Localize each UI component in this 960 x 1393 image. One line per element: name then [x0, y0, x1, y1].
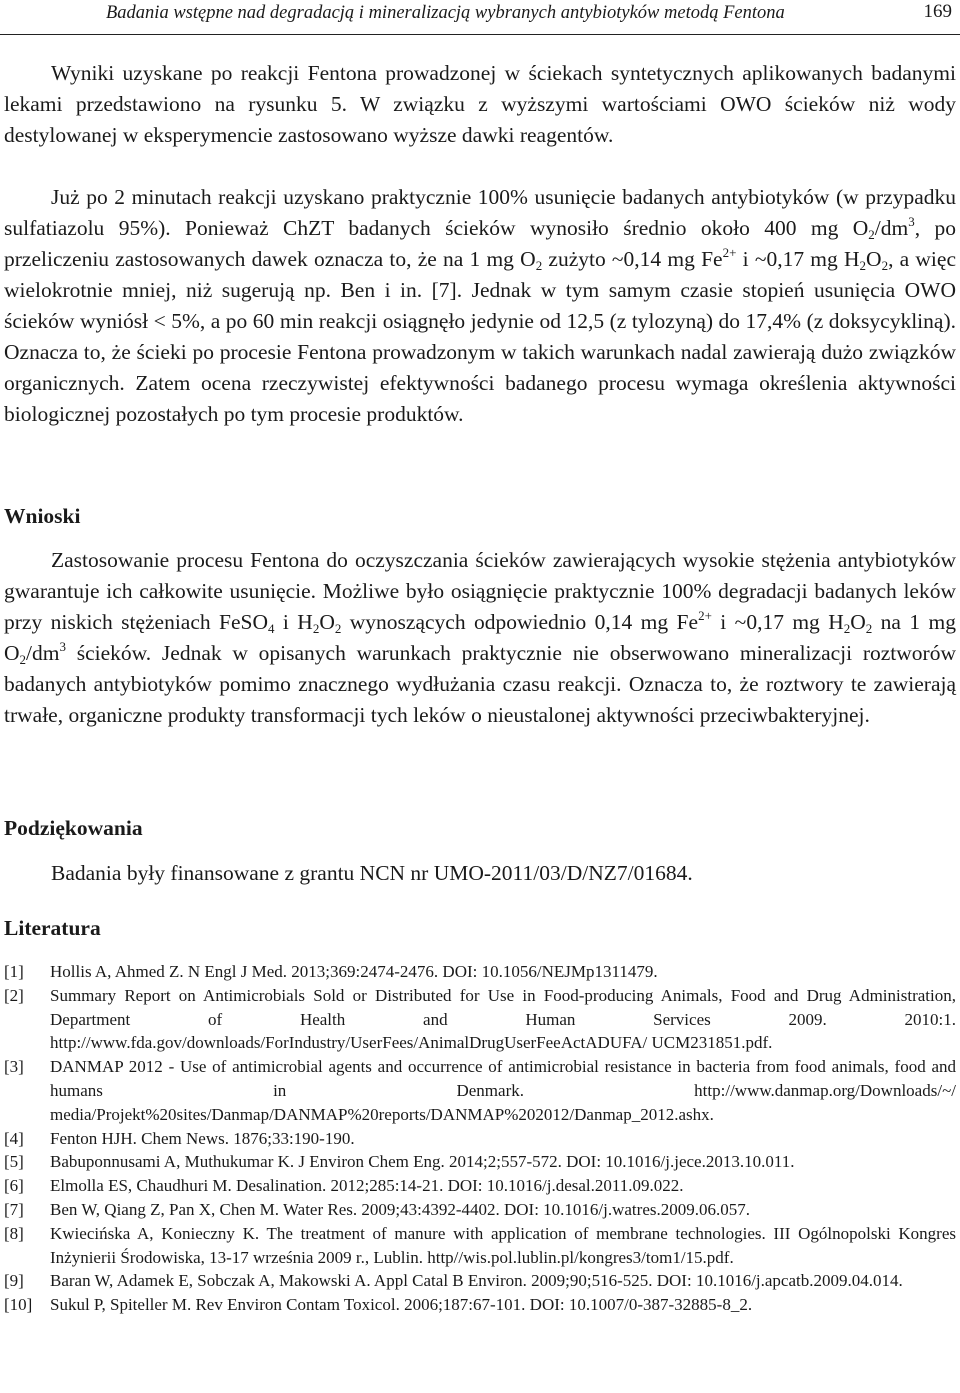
page-number: 169: [923, 1, 952, 22]
reference-text: Sukul P, Spiteller M. Rev Environ Contam Toxicol. 2006;187:67-101. DOI: 10.1007/0-387-32885-8_2.: [50, 1295, 753, 1315]
reference-text: Babuponnusami A, Muthukumar K. J Environ Chem Eng. 2014;2;557-572. DOI: 10.1016/j.jece.2013.10.011.: [50, 1152, 795, 1172]
paragraph-conclusions: Zastosowanie procesu Fentona do oczyszczania ścieków zawierających wysokie stężenia antybiotyków gwarantuje ich całkowite usunięcie. Możliwe było osiągnięcie praktycznie 100% degradacji badanych leków przy niskich stężeniach FeSO$_4$ i $H_2O_2$ wynoszących odpowiednio 0,14 mg $Fe^{2+}$ i ~0,17 mg $H_2O_2$ na 1 mg $O_2/dm^3$ ścieków. Jednak w opisanych warunkach praktycznie nie obserwowano mineralizacji roztworów badanych antybiotyków pomimo znacznego wydłużania czasu reakcji. Oznacza to, że roztwory te zawierają trwałe, organiczne produkty transformacji tych leków o nieustalonej aktywności przeciwbakteryjnej.: [4, 548, 956, 727]
reference-text: Hollis A, Ahmed Z. N Engl J Med. 2013;369:2474-2476. DOI: 10.1056/NEJMp1311479.: [50, 962, 658, 981]
paragraph-results: Wyniki uzyskane po reakcji Fentona prowadzonej w ściekach syntetycznych aplikowanych badanymi lekami przedstawiono na rysunku 5. W związku z wyższymi wartościami OWO ścieków niż wody destylowanej w eksperymencie zastosowano wyższe dawki reagentów.: [4, 61, 956, 147]
paragraph-discussion: Już po 2 minutach reakcji uzyskano praktycznie 100% usunięcie badanych antybiotyków (w przypadku sulfatiazolu 95%). Ponieważ ChZT badanych ścieków wynosiło średnio około 400 mg $O_2/dm^3$, po przeliczeniu zastosowanych dawek oznacza to, że na 1 mg $O_2$ zużyto ~0,14 mg $Fe^{2+}$ i ~0,17 mg $H_2O_2$, a więc wielokrotnie mniej, niż sugerują np. Ben i in. [7]. Jednak w tym samym czasie stopień usunięcia OWO ścieków wyniósł < 5%, a po 60 min reakcji osiągnęło jedynie od 12,5 (z tylozyną) do 17,4% (z doksycykliną). Oznacza to, że ścieki po procesie Fentona prowadzonym w takich warunkach nadal zawierają dużo związków organicznych. Zatem ocena rzeczywistej efektywności badanego procesu wymaga określenia aktywności biologicznej pozostałych po tym procesie produktów.: [4, 185, 956, 426]
heading-podziekowania: Podziękowania: [4, 816, 143, 840]
reference-item: [4, 1293, 956, 1317]
reference-item: [4, 1222, 956, 1270]
paragraph-acknowledgements: Badania były finansowane z grantu NCN nr UMO-2011/03/D/NZ7/01684.: [51, 861, 693, 885]
heading-literatura: Literatura: [4, 916, 101, 940]
heading-wnioski: Wnioski: [4, 504, 81, 528]
reference-number: [10]: [4, 1295, 33, 1315]
reference-item: [4, 1174, 956, 1198]
reference-text: Baran W, Adamek E, Sobczak A, Makowski A. Appl Catal B Environ. 2009;90;516-525. DOI: 10.1016/j.apcatb.2009.04.014.: [50, 1271, 903, 1291]
reference-text: Summary Report on Antimicrobials Sold or Distributed for Use in Food-producing Animals, Food and Drug Administration, Department of Health and Human Services 2009. 2010:1. http://www.fda.gov/downloads/ForIndustry/UserFees/AnimalDrugUserFeeActADUFA/ UCM231851.pdf.: [50, 985, 956, 1053]
reference-text: Elmolla ES, Chaudhuri M. Desalination. 2012;285:14-21. DOI: 10.1016/j.desal.2011.09.022.: [50, 1176, 684, 1196]
reference-number: [6]: [4, 1176, 24, 1196]
running-title: Badania wstępne nad degradacją i mineralizacją wybranych antybiotyków metodą Fentona: [106, 3, 785, 23]
reference-text: Ben W, Qiang Z, Pan X, Chen M. Water Res. 2009;43:4392-4402. DOI: 10.1016/j.watres.2009.06.057.: [50, 1199, 750, 1219]
reference-item: [4, 1055, 956, 1126]
reference-item: [4, 1269, 956, 1293]
reference-text: Kwiecińska A, Konieczny K. The treatment of manure with application of membrane technologies. III Ogólnopolski Kongres Inżynierii Środowiska, 13-17 września 2009 r., Lublin. http//wis.pol.lublin.pl/kongres3/tom1/15.pdf.: [50, 1223, 956, 1267]
reference-number: [8]: [4, 1223, 24, 1243]
reference-number: [3]: [4, 1057, 24, 1077]
reference-item: [4, 1150, 956, 1174]
reference-number: [5]: [4, 1152, 24, 1172]
reference-item: [4, 960, 956, 984]
running-header: [0, 0, 960, 35]
reference-number: [1]: [4, 962, 24, 981]
reference-number: [7]: [4, 1199, 24, 1219]
reference-number: [4]: [4, 1128, 24, 1148]
reference-item: [4, 1198, 956, 1222]
reference-list: [4, 960, 956, 1317]
reference-number: [9]: [4, 1271, 24, 1291]
reference-item: [4, 984, 956, 1055]
reference-text: DANMAP 2012 - Use of antimicrobial agents and occurrence of antimicrobial resistance in bacteria from food animals, food and humans in Denmark. http://www.danmap.org/Downloads/~/ media/Projekt%20sites/Danmap/DANMAP%20reports/DANMAP%202012/Danmap_2012.ashx.: [50, 1057, 956, 1124]
reference-item: [4, 1127, 956, 1151]
reference-text: Fenton HJH. Chem News. 1876;33:190-190.: [50, 1128, 355, 1148]
reference-number: [2]: [4, 985, 24, 1005]
